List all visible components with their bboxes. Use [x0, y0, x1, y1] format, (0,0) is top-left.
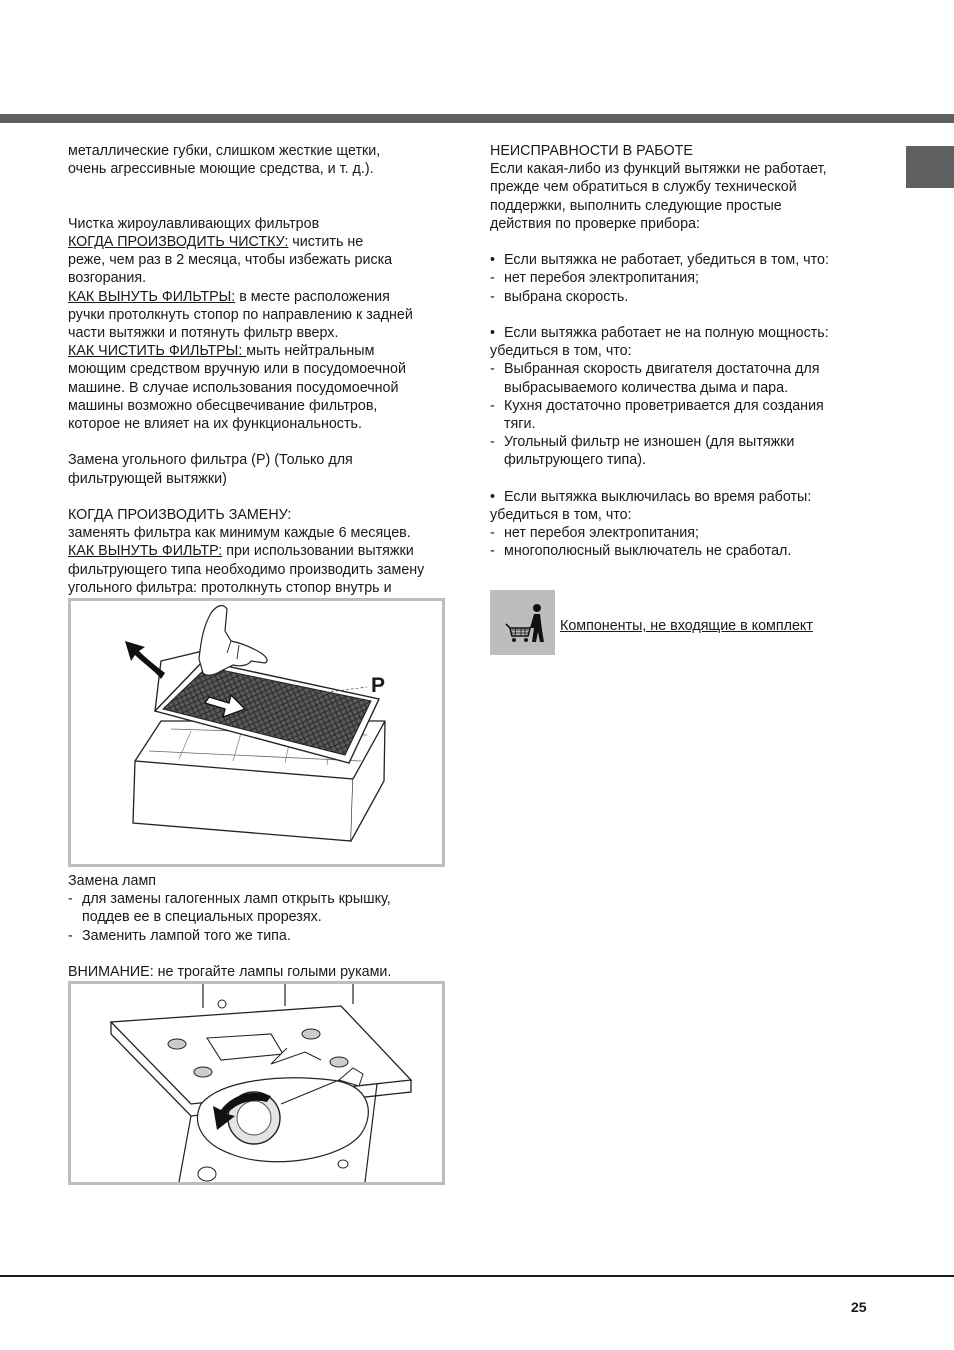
check-item-text: Кухня достаточно проветривается для создания — [504, 397, 824, 414]
lamp-step-text: Заменить лампой того же типа. — [82, 927, 291, 944]
lamp-step-marker: - — [68, 891, 73, 908]
lamp-step-text: для замены галогенных ламп открыть крышку, — [82, 891, 391, 908]
check-item-text: нет перебоя электропитания; — [504, 525, 699, 542]
page-number: 25 — [851, 1299, 867, 1315]
lamp-replacement-illustration — [68, 981, 445, 1185]
lamp-step-text: поддев ее в специальных прорезях. — [82, 909, 322, 926]
grease-clean-line — [68, 342, 445, 360]
carbon-remove-line — [68, 542, 445, 560]
grease-clean-text: машине. В случае использования посудомоечной — [68, 379, 399, 396]
hood-filter-drawing — [71, 601, 442, 864]
lamps-heading: Замена ламп — [68, 873, 157, 889]
grease-when-label: КОГДА ПРОИЗВОДИТЬ ЧИСТКУ: — [68, 233, 289, 250]
lamp-warning: ВНИМАНИЕ: не трогайте лампы голыми руками. — [68, 964, 392, 980]
check-item: - многополюсный выключатель не сработал. — [490, 542, 860, 560]
lamp-step — [68, 890, 445, 926]
accessories-link[interactable]: Компоненты, не входящие в комплект — [560, 618, 813, 634]
check-group — [490, 324, 860, 342]
check-item: - Угольный фильтр не изношен (для вытяжки фильтрующего типа). — [490, 433, 860, 469]
grease-when-text: чистить не — [288, 233, 364, 250]
check-item-text: выбрана скорость. — [504, 288, 629, 305]
grease-remove-text: ручки протолкнуть стопор по направлению к задней — [68, 306, 413, 323]
grease-remove-text: части вытяжки и потянуть фильтр вверх. — [68, 325, 339, 341]
intro-line: очень агрессивные моющие средства, и т. д.). — [68, 161, 374, 178]
grease-when-text: реже, чем раз в 2 месяца, чтобы избежать риска — [68, 252, 393, 269]
carbon-when-label: КОГДА ПРОИЗВОДИТЬ ЗАМЕНУ: — [68, 507, 292, 523]
check-item-text: фильтрующего типа). — [504, 452, 646, 469]
filter-removal-illustration — [68, 598, 445, 867]
troubleshooting-heading: НЕИСПРАВНОСТИ В РАБОТЕ — [490, 143, 693, 159]
lamps-section — [68, 872, 445, 981]
grease-clean-text: моющим средством вручную или в посудомоечной — [68, 361, 406, 378]
carbon-remove-text: угольного фильтра: протолкнуть стопор внутрь и — [68, 579, 392, 596]
carbon-remove-label: КАК ВЫНУТЬ ФИЛЬТР: — [68, 543, 223, 560]
carbon-filter-heading: фильтрующей вытяжки) — [68, 470, 227, 487]
troubleshooting-intro: прежде чем обратиться в службу технической — [490, 179, 797, 196]
check-lead: Если вытяжка не работает, убедиться в том, что: — [504, 252, 829, 269]
check-item-text: выбрасываемого количества дыма и пара. — [504, 379, 789, 396]
check-item: - выбрана скорость. — [490, 288, 860, 306]
carbon-when-text: заменять фильтра как минимум каждые 6 месяцев. — [68, 525, 411, 542]
check-lead: убедиться в том, что: — [490, 507, 632, 524]
left-column — [68, 142, 445, 615]
check-item: - Выбранная скорость двигателя достаточна для выбрасываемого количества дыма и пара. — [490, 360, 860, 396]
check-item-text: многополюсный выключатель не сработал. — [504, 543, 792, 560]
check-item: - Кухня достаточно проветривается для создания тяги. — [490, 397, 860, 433]
grease-remove-text: в месте расположения — [235, 288, 390, 305]
check-lead: убедиться в том, что: — [490, 343, 632, 360]
check-item-text: Угольный фильтр не изношен (для вытяжки — [504, 434, 795, 451]
header-band — [0, 114, 954, 123]
hood-lamp-drawing — [71, 984, 442, 1182]
troubleshooting-intro: действия по проверке прибора: — [490, 215, 700, 232]
footer-rule — [0, 1275, 954, 1277]
carbon-remove-text: при использовании вытяжки — [222, 543, 414, 560]
check-group — [490, 488, 860, 506]
shopping-cart-person-icon — [490, 590, 555, 655]
carbon-remove-text: фильтрующего типа необходимо производить замену — [68, 561, 425, 578]
grease-remove-label: КАК ВЫНУТЬ ФИЛЬТРЫ: — [68, 288, 236, 305]
grease-when-line — [68, 233, 445, 251]
troubleshooting-intro: поддержки, выполнить следующие простые — [490, 197, 782, 214]
carbon-filter-heading: Замена угольного фильтра (P) (Только для — [68, 452, 353, 469]
check-item-text: Выбранная скорость двигателя достаточна для — [504, 361, 820, 378]
grease-clean-label: КАК ЧИСТИТЬ ФИЛЬТРЫ: — [68, 343, 247, 360]
check-item-text: нет перебоя электропитания; — [504, 270, 699, 287]
check-item: - нет перебоя электропитания; — [490, 269, 860, 287]
grease-filter-heading: Чистка жироулавливающих фильтров — [68, 215, 320, 232]
filter-callout-label: P — [371, 674, 386, 697]
grease-clean-text: мыть нейтральным — [246, 343, 375, 360]
check-lead: Если вытяжка работает не на полную мощность: — [504, 325, 829, 341]
lamp-step-marker: - — [68, 927, 73, 944]
right-column — [490, 142, 860, 561]
check-bullet: • — [490, 488, 496, 505]
grease-clean-text: машины возможно обесцвечивание фильтров, — [68, 397, 378, 414]
grease-clean-text: которое не влияет на их функциональность. — [68, 416, 362, 433]
check-bullet: • — [490, 325, 496, 341]
grease-when-text: возгорания. — [68, 270, 147, 287]
troubleshooting-intro: Если какая-либо из функций вытяжки не работает, — [490, 161, 827, 178]
check-group — [490, 251, 860, 269]
lamp-step — [68, 927, 445, 945]
check-lead: Если вытяжка выключилась во время работы: — [504, 488, 812, 505]
grease-remove-line — [68, 288, 445, 306]
check-item: - нет перебоя электропитания; — [490, 524, 860, 542]
intro-line: металлические губки, слишком жесткие щетки, — [68, 143, 381, 159]
check-item-text: тяги. — [504, 416, 536, 433]
section-tab — [906, 146, 954, 188]
check-bullet: • — [490, 252, 496, 269]
